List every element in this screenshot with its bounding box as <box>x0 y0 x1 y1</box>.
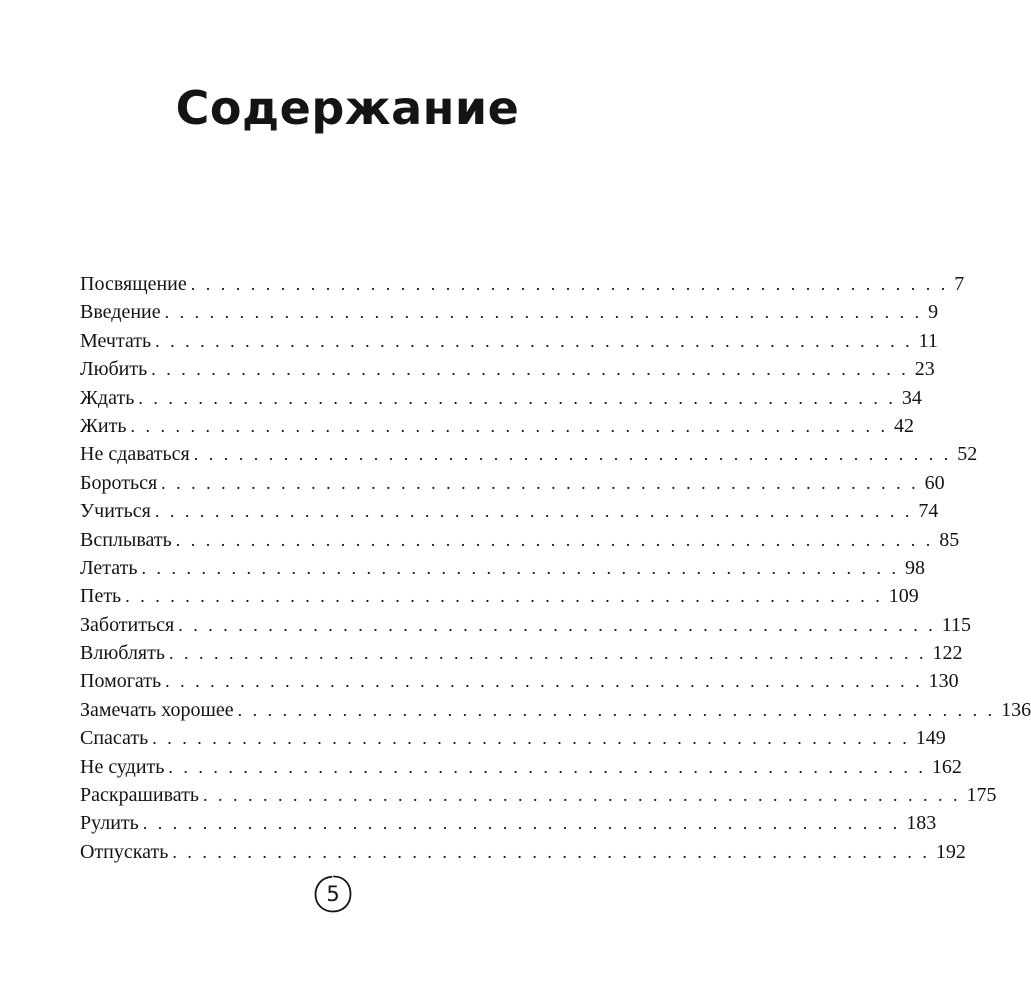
toc-dot-leader: . . . . . . . . . . . . . . . . . . . . . . . . . . . . . . . . . . . . . . . . . . . . . . . . . . . <box>190 274 949 294</box>
toc-entry-steer[interactable] <box>80 809 937 837</box>
toc-entry-dedication[interactable] <box>80 270 965 298</box>
toc-entry-label: Учиться <box>80 500 151 523</box>
toc-entry-page: 34 <box>901 386 922 409</box>
toc-entry-introduction[interactable] <box>80 298 939 326</box>
toc-entry-page: 175 <box>966 784 997 807</box>
toc-entry-let-go[interactable] <box>80 838 966 866</box>
toc-entry-page: 149 <box>915 727 946 750</box>
toc-entry-label: Ждать <box>80 386 135 409</box>
page-number-badge <box>312 873 354 915</box>
toc-entry-page: 74 <box>918 500 939 523</box>
toc-entry-sing[interactable] <box>80 582 919 610</box>
toc-dot-leader: . . . . . . . . . . . . . . . . . . . . . . . . . . . . . . . . . . . . . . . . . . . . . . . . . . . <box>168 756 926 777</box>
toc-entry-page: 7 <box>954 273 965 295</box>
toc-entry-label: Заботиться <box>80 613 175 636</box>
toc-entry-label: Раскрашивать <box>80 784 199 807</box>
toc-entry-page: 9 <box>928 301 939 324</box>
toc-entry-page: 122 <box>932 642 963 665</box>
toc-entry-make-fall-in-love[interactable] <box>80 639 963 667</box>
toc-entry-label: Рулить <box>80 812 139 835</box>
toc-entry-surface[interactable] <box>80 526 960 554</box>
toc-entry-page: 42 <box>893 414 914 437</box>
toc-entry-care[interactable] <box>80 611 971 639</box>
toc-entry-page: 115 <box>941 613 971 636</box>
toc-dot-leader: . . . . . . . . . . . . . . . . . . . . . . . . . . . . . . . . . . . . . . . . . . . . . . . . . . . <box>138 387 896 408</box>
toc-dot-leader: . . . . . . . . . . . . . . . . . . . . . . . . . . . . . . . . . . . . . . . . . . . . . . . . . . . <box>168 643 927 664</box>
toc-entry-label: Посвящение <box>80 273 187 295</box>
toc-entry-label: Любить <box>80 358 148 381</box>
toc-entry-label: Помогать <box>80 670 162 693</box>
toc-dot-leader: . . . . . . . . . . . . . . . . . . . . . . . . . . . . . . . . . . . . . . . . . . . . . . . . . . . <box>151 359 909 380</box>
toc-entry-notice-good[interactable] <box>80 696 1031 724</box>
toc-dot-leader: . . . . . . . . . . . . . . . . . . . . . . . . . . . . . . . . . . . . . . . . . . . . . . . . . . . <box>165 671 923 692</box>
toc-dot-leader: . . . . . . . . . . . . . . . . . . . . . . . . . . . . . . . . . . . . . . . . . . . . . . . . . . . <box>193 444 952 465</box>
toc-entry-page: 23 <box>914 358 935 381</box>
toc-entry-label: Мечтать <box>80 329 152 352</box>
toc-entry-save[interactable] <box>80 724 946 752</box>
toc-entry-page: 11 <box>918 329 938 352</box>
toc-entry-page: 60 <box>924 471 945 494</box>
toc-entry-never-give-up[interactable] <box>80 440 978 468</box>
toc-dot-leader: . . . . . . . . . . . . . . . . . . . . . . . . . . . . . . . . . . . . . . . . . . . . . . . . . . . <box>142 813 901 834</box>
toc-dot-leader: . . . . . . . . . . . . . . . . . . . . . . . . . . . . . . . . . . . . . . . . . . . . . . . . . . . <box>237 699 996 720</box>
toc-entry-label: Всплывать <box>80 528 172 551</box>
toc-entry-label: Введение <box>80 301 161 324</box>
toc-entry-label: Спасать <box>80 727 149 750</box>
toc-dot-leader: . . . . . . . . . . . . . . . . . . . . . . . . . . . . . . . . . . . . . . . . . . . . . . . . . . . <box>161 472 919 493</box>
toc-entry-page: 109 <box>888 585 919 608</box>
toc-dot-leader: . . . . . . . . . . . . . . . . . . . . . . . . . . . . . . . . . . . . . . . . . . . . . . . . . . . <box>178 614 936 635</box>
toc-entry-love[interactable] <box>80 355 935 383</box>
toc-dot-leader: . . . . . . . . . . . . . . . . . . . . . . . . . . . . . . . . . . . . . . . . . . . . . . . . . . . <box>164 302 923 323</box>
toc-entry-label: Не судить <box>80 755 165 778</box>
toc-entry-label: Замечать хорошее <box>80 698 234 721</box>
toc-entry-live[interactable] <box>80 412 914 440</box>
toc-entry-do-not-judge[interactable] <box>80 753 962 781</box>
toc-dot-leader: . . . . . . . . . . . . . . . . . . . . . . . . . . . . . . . . . . . . . . . . . . . . . . . . . . . <box>152 728 910 749</box>
table-of-contents <box>80 270 1031 866</box>
toc-entry-fly[interactable] <box>80 554 926 582</box>
toc-entry-label: Отпускать <box>80 840 169 863</box>
toc-dot-leader: . . . . . . . . . . . . . . . . . . . . . . . . . . . . . . . . . . . . . . . . . . . . . . . . . . . <box>202 785 961 806</box>
page-title: Содержание <box>175 81 520 135</box>
toc-dot-leader: . . . . . . . . . . . . . . . . . . . . . . . . . . . . . . . . . . . . . . . . . . . . . . . . . . . <box>175 529 934 550</box>
toc-dot-leader: . . . . . . . . . . . . . . . . . . . . . . . . . . . . . . . . . . . . . . . . . . . . . . . . . . . <box>154 501 913 522</box>
toc-entry-label: Не сдаваться <box>80 443 190 466</box>
toc-entry-label: Летать <box>80 556 138 579</box>
toc-entry-label: Жить <box>80 414 127 437</box>
toc-entry-learn[interactable] <box>80 497 939 525</box>
toc-dot-leader: . . . . . . . . . . . . . . . . . . . . . . . . . . . . . . . . . . . . . . . . . . . . . . . . . . . <box>172 841 930 862</box>
toc-entry-label: Влюблять <box>80 642 165 665</box>
toc-entry-page: 162 <box>931 755 962 778</box>
toc-entry-dream[interactable] <box>80 327 938 355</box>
toc-dot-leader: . . . . . . . . . . . . . . . . . . . . . . . . . . . . . . . . . . . . . . . . . . . . . . . . . . . <box>125 586 883 607</box>
toc-dot-leader: . . . . . . . . . . . . . . . . . . . . . . . . . . . . . . . . . . . . . . . . . . . . . . . . . . . <box>155 330 913 351</box>
toc-dot-leader: . . . . . . . . . . . . . . . . . . . . . . . . . . . . . . . . . . . . . . . . . . . . . . . . . . . <box>130 415 888 436</box>
toc-entry-page: 130 <box>928 670 959 693</box>
toc-entry-wait[interactable] <box>80 384 922 412</box>
toc-entry-page: 52 <box>957 443 978 466</box>
toc-dot-leader: . . . . . . . . . . . . . . . . . . . . . . . . . . . . . . . . . . . . . . . . . . . . . . . . . . . <box>141 557 900 578</box>
toc-entry-page: 98 <box>905 556 926 579</box>
toc-entry-help[interactable] <box>80 667 959 695</box>
toc-entry-page: 85 <box>939 528 960 551</box>
toc-entry-label: Петь <box>80 585 122 608</box>
toc-entry-label: Бороться <box>80 471 158 494</box>
toc-entry-page: 192 <box>935 840 966 863</box>
toc-entry-page: 136 <box>1001 698 1031 721</box>
toc-entry-colour[interactable] <box>80 781 997 809</box>
page-number: 5 <box>326 882 340 906</box>
toc-entry-page: 183 <box>906 812 937 835</box>
toc-entry-fight[interactable] <box>80 469 945 497</box>
